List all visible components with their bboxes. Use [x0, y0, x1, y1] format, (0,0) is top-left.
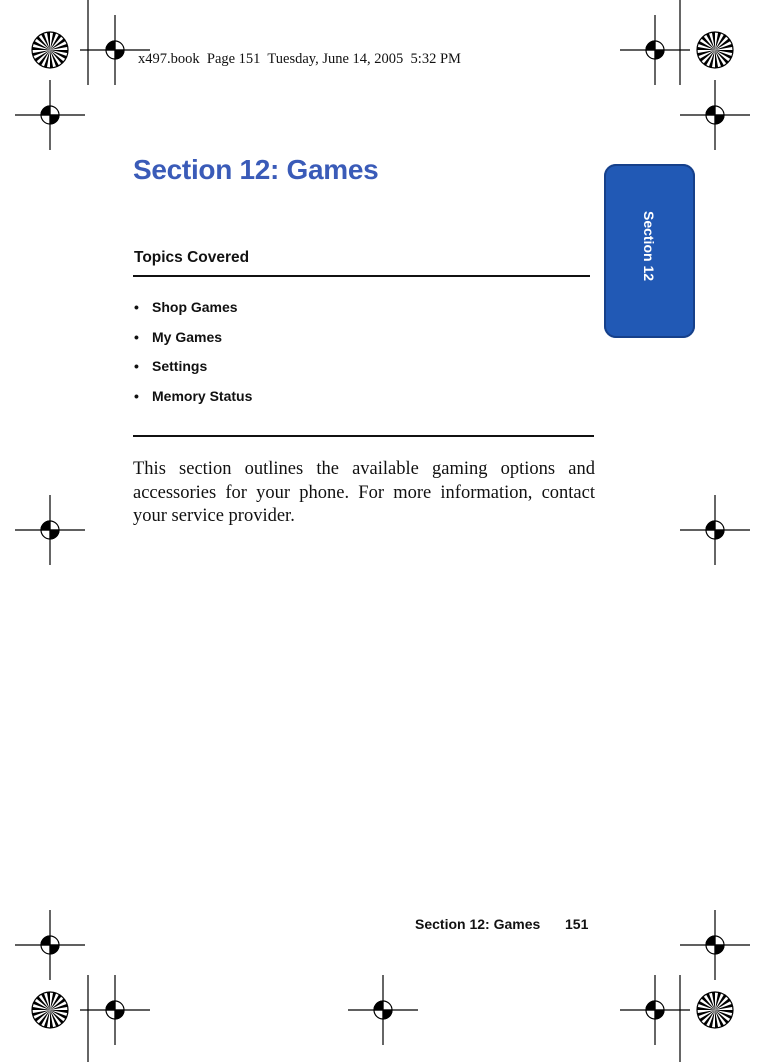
color-starburst-icon	[32, 992, 68, 1028]
topic-label: Memory Status	[152, 387, 253, 404]
page-title: Section 12: Games	[133, 154, 379, 185]
registration-target-icon	[15, 80, 85, 150]
color-starburst-icon	[697, 32, 733, 68]
topic-label: Shop Games	[152, 299, 238, 315]
registration-target-icon	[680, 495, 750, 565]
topic-label: Settings	[152, 358, 208, 374]
list-item	[134, 358, 252, 388]
color-starburst-icon	[32, 32, 68, 68]
print-header: x497.book Page 151 Tuesday, June 14, 2005 5:32 PM	[138, 51, 461, 67]
topic-label: My Games	[152, 328, 223, 345]
bullet-icon: •	[134, 299, 139, 315]
page-number: 151	[565, 916, 589, 932]
registration-target-icon	[680, 910, 750, 980]
divider	[133, 275, 590, 277]
registration-target-icon	[80, 15, 150, 85]
footer-section-title: Section 12: Games	[415, 916, 541, 932]
color-starburst-icon	[697, 992, 733, 1028]
bullet-icon: •	[134, 358, 139, 374]
topic-list	[134, 299, 252, 417]
registration-target-icon	[348, 975, 418, 1045]
body-paragraph: This section outlines the available gaming options and accessories for your phone. For more information, contact your service provider.	[133, 459, 595, 526]
list-item	[134, 388, 252, 418]
topics-heading: Topics Covered	[134, 249, 250, 266]
section-tab-label: Section 12	[641, 210, 657, 282]
list-item	[134, 299, 252, 329]
bullet-icon: •	[134, 387, 139, 404]
bullet-icon: •	[134, 328, 139, 345]
registration-target-icon	[15, 910, 85, 980]
registration-target-icon	[80, 975, 150, 1045]
divider	[133, 435, 594, 437]
registration-target-icon	[680, 80, 750, 150]
list-item	[134, 329, 252, 359]
registration-target-icon	[15, 495, 85, 565]
